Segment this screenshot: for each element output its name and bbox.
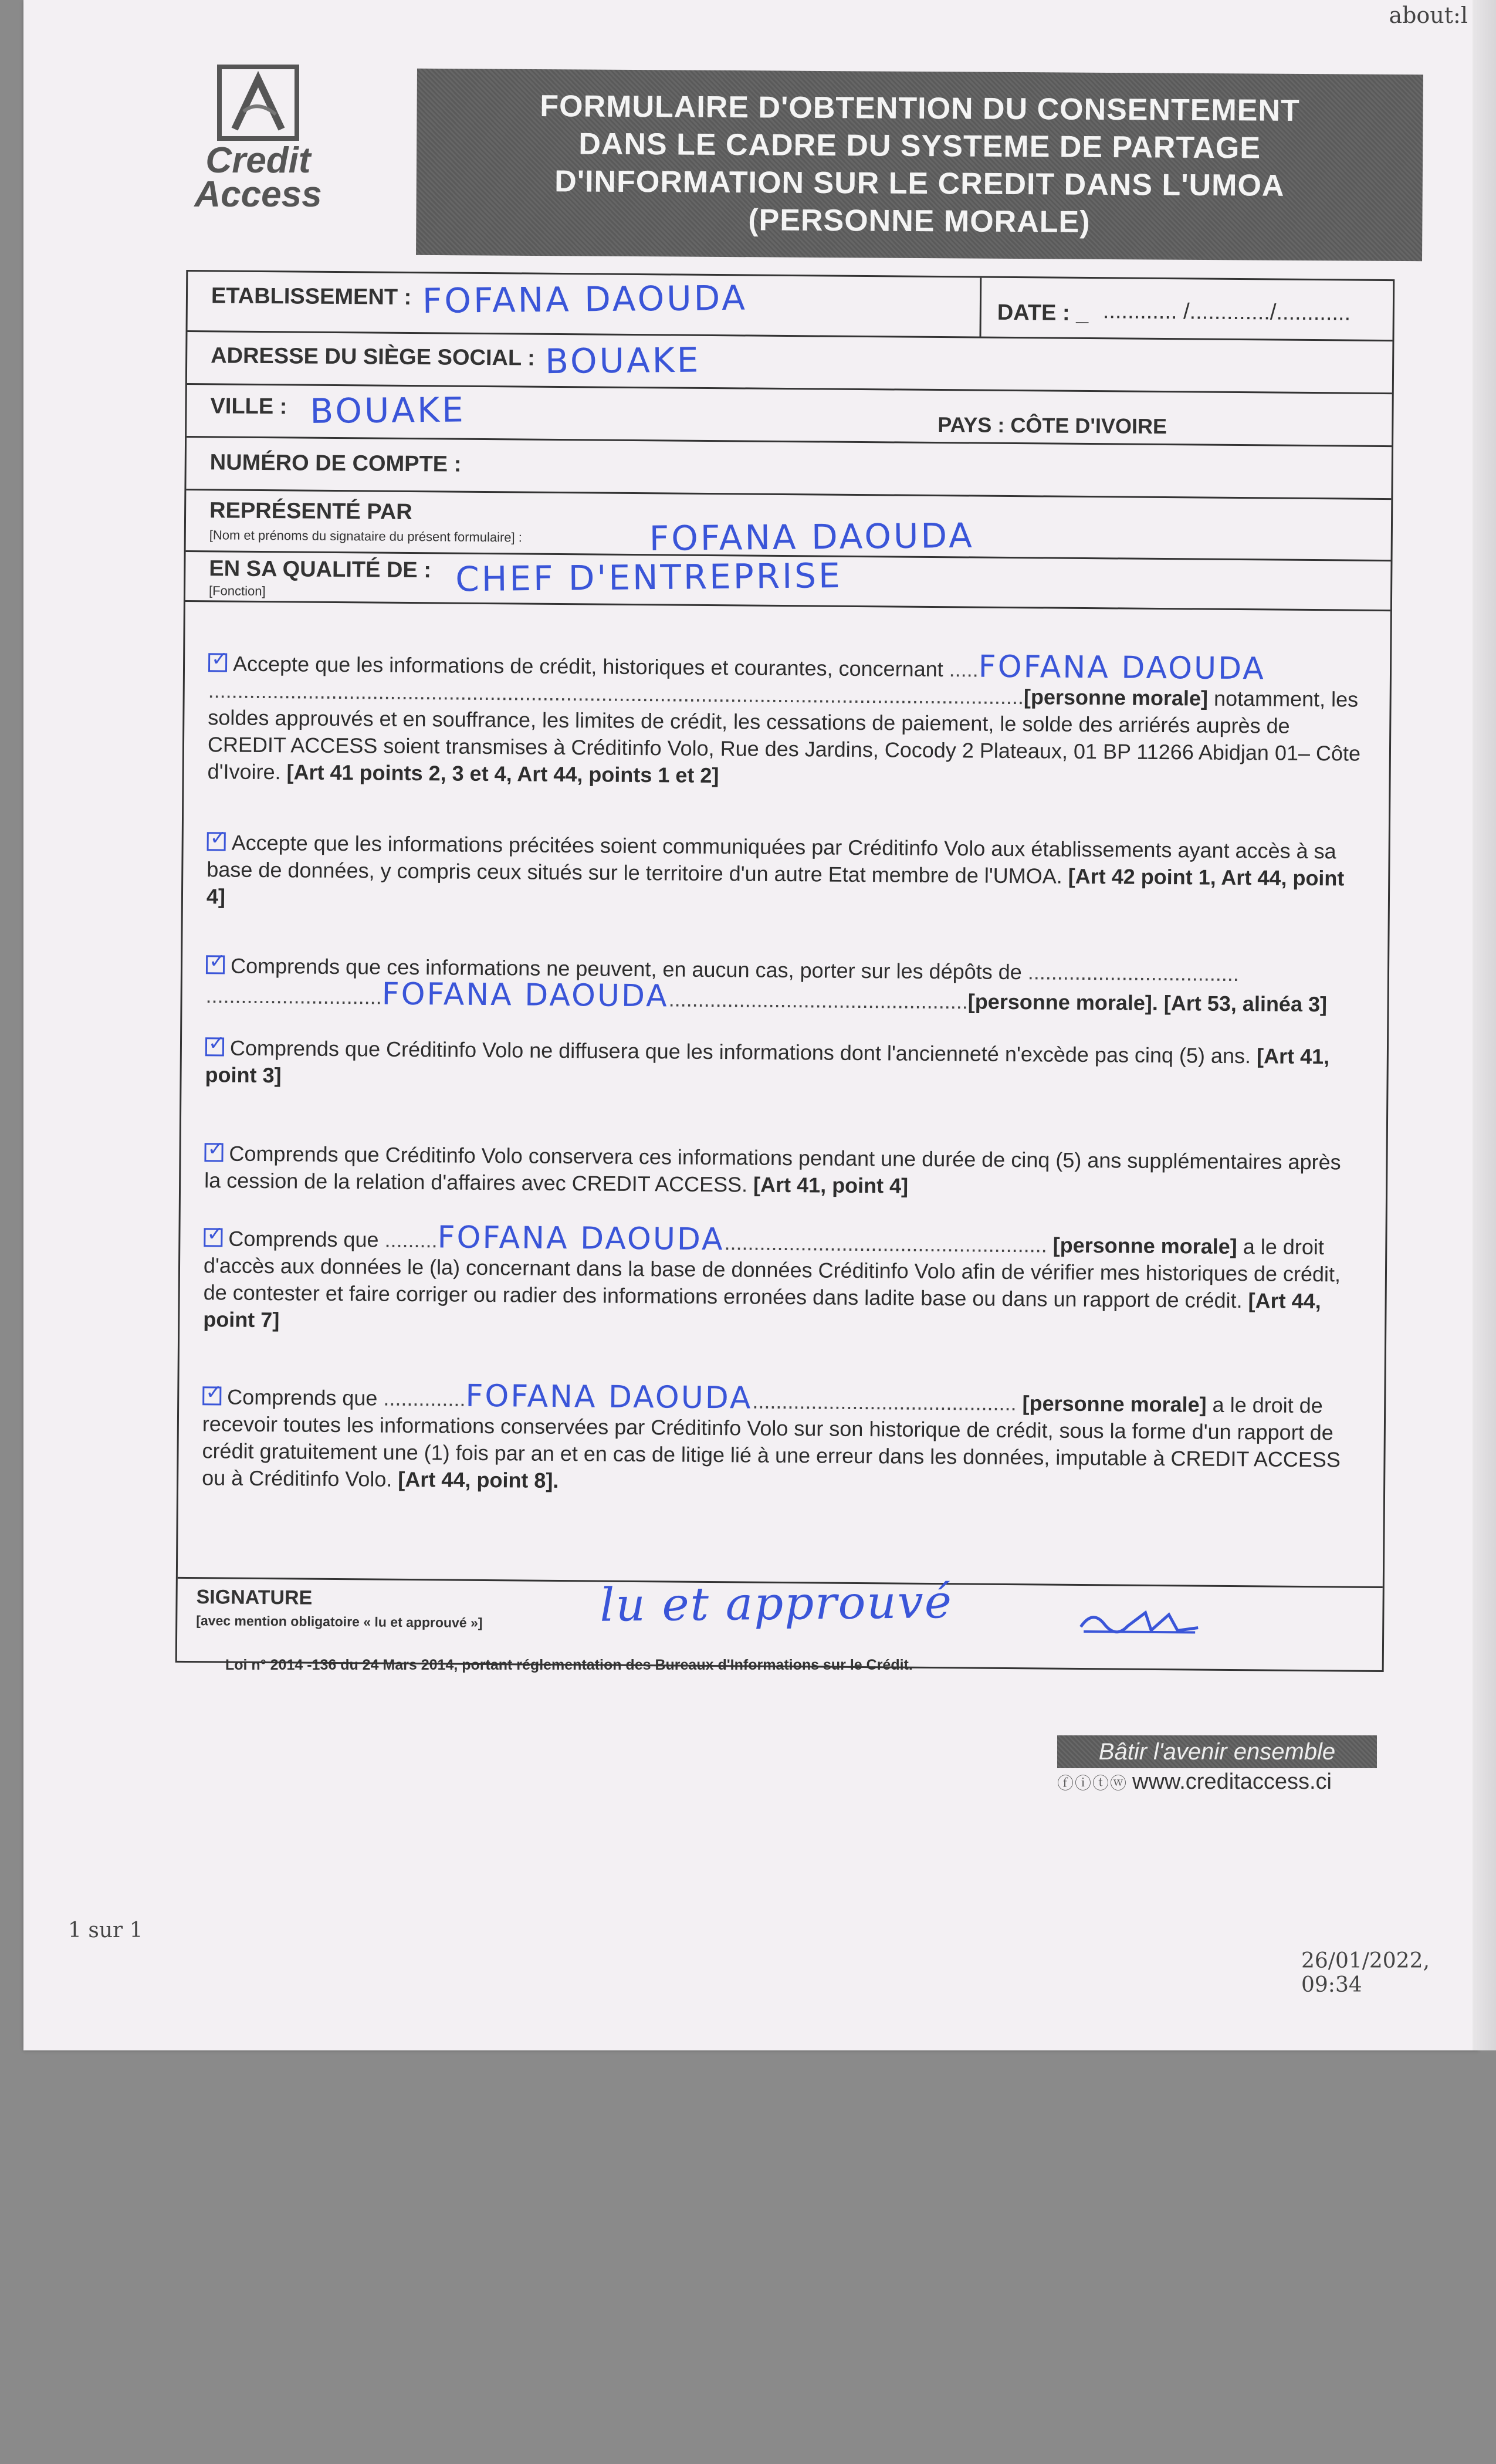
signature-handwritten-note[interactable]: lu et approuvé [600,1576,953,1632]
clause-3 [205,952,1365,1018]
print-datetime: 26/01/2022, 09:34 [1301,1949,1430,1997]
clause-7 [202,1380,1361,1501]
clause-4 [205,1034,1364,1098]
qualite-sublabel: [Fonction] [208,583,266,599]
clause-3-dots: .................................... [1027,960,1240,986]
date-divider [980,278,982,337]
document-page [23,0,1478,2050]
checkbox-clause-4[interactable] [205,1037,224,1056]
row-etablissement [188,272,1393,341]
row-qualite [185,550,1391,611]
clause-1-ref: [Art 41 points 2, 3 et 4, Art 44, points 1 et 2] [286,760,719,788]
checkbox-clause-6[interactable] [204,1228,222,1247]
page-number: 1 sur 1 [68,1918,143,1942]
clause-4-text: Comprends que Créditinfo Volo ne diffusera que les informations dont l'ancienneté n'excède pas cinq (5) ans. [229,1035,1251,1068]
clause-5-ref: [Art 41, point 4] [753,1172,909,1198]
consent-form [175,270,1395,1672]
clause-3-ref: [personne morale]. [Art 53, alinéa 3] [967,989,1328,1017]
row-represente [186,489,1392,561]
clause-7-ref: [Art 44, point 8]. [398,1467,559,1492]
page-curl-edge [1473,0,1496,2050]
clause-7-name[interactable]: FOFANA DAOUDA [465,1378,753,1416]
checkbox-clause-2[interactable] [207,832,226,851]
etablissement-value[interactable]: FOFANA DAOUDA [422,277,748,321]
form-title-banner [416,69,1423,261]
clause-7-text-b: a le droit de recevoir toutes les informations conservées par Créditinfo Volo sur son historique de crédit, sous la forme d'un rapport de crédit gratuitement une (1) fois par an et en cas de litige lié à une erreur dans les données, imputable à CREDIT ACCESS ou à Créditinfo Volo. [202,1392,1341,1491]
logo-mark-icon [217,65,299,141]
clause-5 [204,1140,1363,1203]
website-link[interactable]: www.creditaccess.ci [1132,1769,1332,1794]
clause-3-dots-2: .............................. [205,983,382,1009]
signature-scribble-icon[interactable] [1075,1603,1204,1646]
clause-6-ref: [Art 44, point 7] [203,1288,1321,1332]
law-reference: Loi n° 2014 -136 du 24 Mars 2014, portant réglementation des Bureaux d'Informations sur le Crédit. [225,1657,913,1673]
clause-7-text-a: Comprends que [227,1385,378,1410]
compte-label: NUMÉRO DE COMPTE : [209,450,462,477]
clause-6-name[interactable]: FOFANA DAOUDA [437,1220,725,1258]
browser-url-fragment: about:l [1389,2,1468,28]
signature-label: SIGNATURE [196,1586,313,1609]
title-line-4: (PERSONNE MORALE) [748,203,1091,239]
clause-7-dots-2: ............................................. [752,1389,1017,1416]
clause-3-name[interactable]: FOFANA DAOUDA [381,976,669,1014]
tagline-banner: Bâtir l'avenir ensemble [1057,1735,1377,1768]
ville-value[interactable]: BOUAKE [310,390,466,431]
etablissement-label: ETABLISSEMENT : [211,283,412,310]
represente-label: REPRÉSENTÉ PAR [209,498,412,524]
checkbox-clause-1[interactable] [208,653,227,672]
title-line-2: DANS LE CADRE DU SYSTEME DE PARTAGE [578,127,1261,165]
logo-line-1: Credit [205,140,311,181]
clause-1-dots-2: ........................................................................................................................................... [208,678,1024,709]
clause-7-dots: .............. [383,1386,466,1411]
adresse-label: ADRESSE DU SIÈGE SOCIAL : [211,343,535,371]
clause-1-text-b: notamment, les soldes approuvés et en souffrance, les limites de crédit, les cessations de paiement, le solde des arriérés auprès de CREDIT ACCESS soient transmises à Créditinfo Volo, Rue des Jardins, Cocody 2 Plateaux, 01 BP 11266 Abidjan 01– Côte d'Ivoire. [207,686,1361,784]
represente-sublabel: [Nom et prénoms du signataire du présent formulaire] : [209,527,523,545]
qualite-label: EN SA QUALITÉ DE : [209,556,432,583]
clause-1-dots: ..... [949,657,979,682]
pays-label: PAYS : CÔTE D'IVOIRE [937,412,1167,439]
date-label: DATE : _ [997,300,1089,326]
clause-6-text-a: Comprends que [228,1226,379,1252]
title-line-1: FORMULAIRE D'OBTENTION DU CONSENTEMENT [540,89,1300,128]
checkbox-clause-3[interactable] [206,955,225,974]
adresse-value[interactable]: BOUAKE [544,340,701,382]
date-value[interactable]: ............ /............./............ [1102,299,1351,326]
clause-1 [207,647,1367,794]
logo-wordmark [191,140,326,215]
checkbox-clause-5[interactable] [204,1143,223,1162]
checkbox-clause-7[interactable] [202,1386,221,1405]
clause-2-ref: [Art 42 point 1, Art 44, point 4] [206,864,1345,909]
clause-6-dots-2: ....................................................... [724,1230,1047,1257]
clause-3-dots-3: ................................................... [668,987,968,1014]
clause-2 [207,829,1366,919]
clause-3-text: Comprends que ces informations ne peuvent, en aucun cas, porter sur les dépôts de [230,953,1022,984]
clause-7-pm: [personne morale] [1022,1391,1207,1417]
ville-label: VILLE : [210,394,287,419]
clause-4-ref: [Art 41, point 3] [205,1044,1330,1088]
clause-6-pm: [personne morale] [1052,1233,1237,1259]
title-line-3: D'INFORMATION SUR LE CREDIT DANS L'UMOA [554,164,1285,203]
logo-line-2: Access [194,174,322,215]
credit-access-logo [191,62,326,220]
clause-6-text-b: a le droit d'accès aux données le (la) concernant dans la base de données Créditinfo Volo afin de vérifier mes historiques de crédit, de contester et faire corriger ou radier des informations erronées dans ladite base ou dans un rapport de crédit. [203,1234,1341,1313]
social-icons: ⓕⓘⓣⓦ [1057,1774,1128,1792]
clause-6-dots: ......... [384,1227,438,1253]
clause-6 [203,1222,1362,1342]
qualite-value[interactable]: CHEF D'ENTREPRISE [455,555,842,600]
clause-1-pm: [personne morale] [1023,685,1209,710]
website-line [1057,1769,1332,1795]
clause-1-name[interactable]: FOFANA DAOUDA [978,649,1266,687]
signature-sublabel: [avec mention obligatoire « lu et approuvé »] [196,1613,483,1630]
clause-2-text: Accepte que les informations précitées soient communiquées par Créditinfo Volo aux établissements ayant accès à sa base de données, y compris ceux situés sur le territoire d'un autre Etat membre de l'UMOA. [207,830,1336,888]
clause-5-text: Comprends que Créditinfo Volo conservera ces informations pendant une durée de cinq (5) ans supplémentaires après la cession de la relation d'affaires avec CREDIT ACCESS. [204,1141,1341,1197]
clause-1-text-a: Accepte que les informations de crédit, historiques et courantes, concernant [232,651,943,682]
represente-value[interactable]: FOFANA DAOUDA [649,515,975,559]
